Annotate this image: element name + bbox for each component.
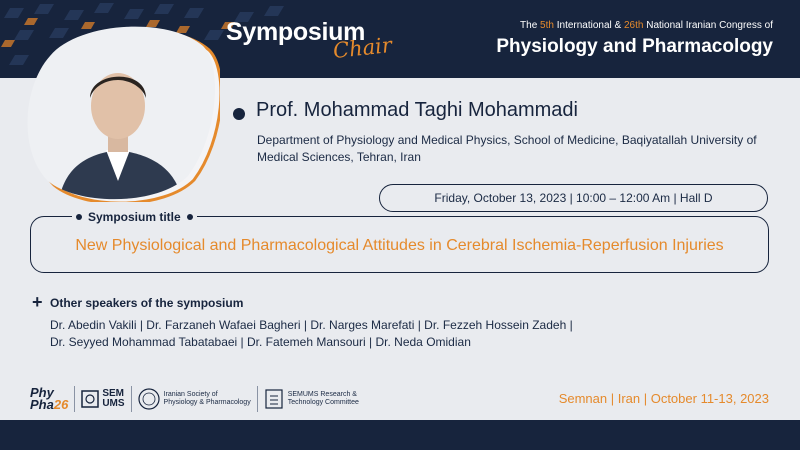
divider <box>131 386 132 412</box>
symposium-title-text: New Physiological and Pharmacological Attitudes in Cerebral Ischemia-Reperfusion Injuries <box>75 237 724 254</box>
speaker-bullet-icon <box>233 108 245 120</box>
symposium-heading: Symposium <box>226 18 365 46</box>
committee-logo-text: SEMUMS Research & Technology Committee <box>287 390 359 406</box>
footer-band <box>0 420 800 450</box>
sponsor-logos <box>30 384 359 414</box>
other-speakers-line: Dr. Abedin Vakili | Dr. Farzaneh Wafaei Bagheri | Dr. Narges Marefati | Dr. Fezzeh Hossein Zadeh | <box>50 318 573 332</box>
divider <box>257 386 258 412</box>
symposium-title-label-text: Symposium title <box>88 210 181 224</box>
phypha-logo: Phy Pha26 <box>30 385 69 412</box>
society-seal-icon <box>138 388 160 410</box>
society-logo-text: Iranian Society of Physiology & Pharmacology <box>163 390 251 406</box>
divider <box>74 386 75 412</box>
congress-subtitle: The 5th International & 26th National Iranian Congress of <box>520 20 773 31</box>
symposium-title-label <box>72 209 197 225</box>
session-datetime: Friday, October 13, 2023 | 10:00 – 12:00 Am | Hall D <box>379 184 768 212</box>
speaker-affiliation: Department of Physiology and Medical Physics, School of Medicine, Baqiyatallah University of Medical Sciences, Tehran, Iran <box>257 133 757 164</box>
chair-subheading: Chair <box>331 32 393 64</box>
committee-emblem-icon <box>264 388 284 410</box>
congress-title: Physiology and Pharmacology <box>496 36 773 57</box>
speaker-name: Prof. Mohammad Taghi Mohammadi <box>256 99 578 121</box>
semums-emblem-icon <box>81 390 99 408</box>
semums-logo-text: SEM UMS <box>102 388 125 409</box>
plus-icon: + <box>32 292 43 312</box>
other-speakers-heading: Other speakers of the symposium <box>50 296 244 310</box>
congress-place-date: Semnan | Iran | October 11-13, 2023 <box>558 391 769 406</box>
bullet-dot-icon <box>187 214 193 220</box>
bullet-dot-icon <box>76 214 82 220</box>
speaker-photo <box>18 16 220 202</box>
other-speakers-line: Dr. Seyyed Mohammad Tabatabaei | Dr. Fatemeh Mansouri | Dr. Neda Omidian <box>50 335 471 349</box>
